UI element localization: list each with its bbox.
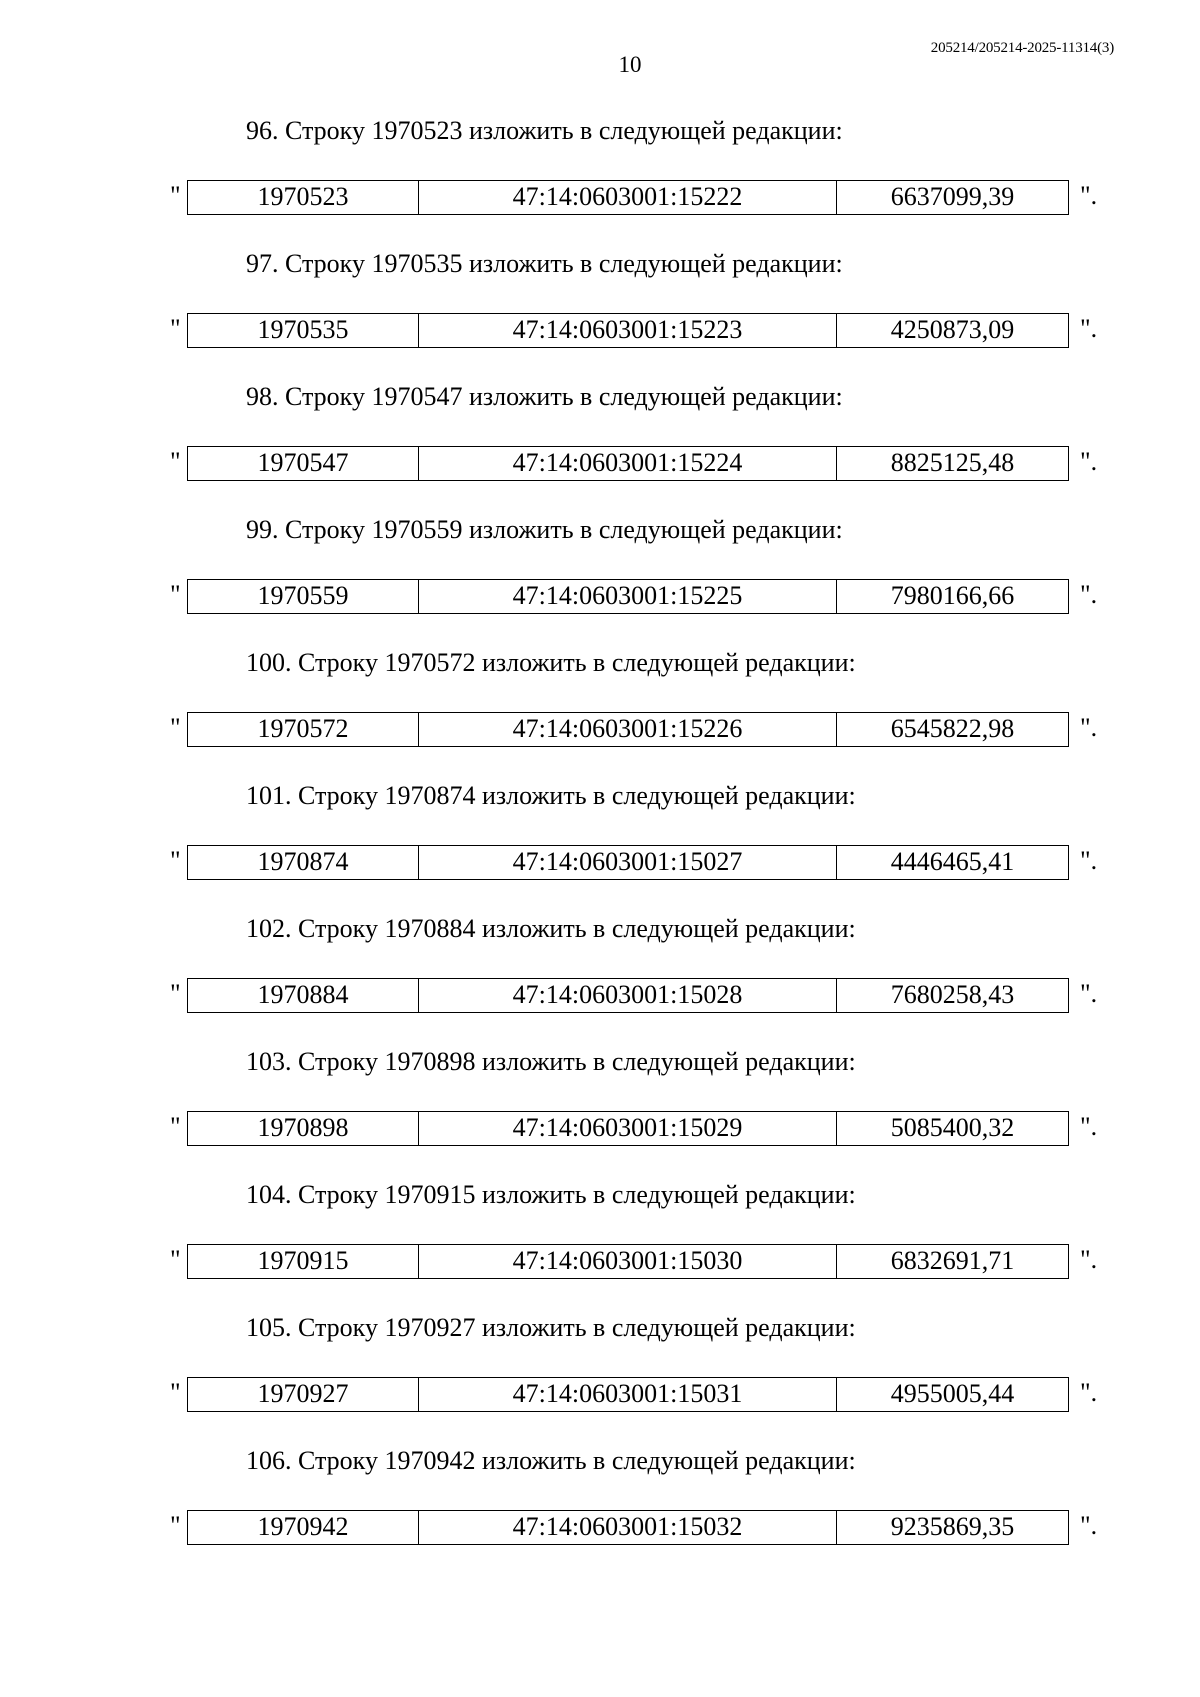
closing-quote: ". xyxy=(1080,846,1098,875)
value-cell: 9235869,35 xyxy=(890,1512,1015,1541)
cadastral-number-cell: 47:14:0603001:15224 xyxy=(419,447,837,480)
closing-quote: ". xyxy=(1080,1378,1098,1407)
page-number: 10 xyxy=(618,52,642,77)
row-number-cell: 1970942 xyxy=(188,1511,419,1544)
opening-quote: " xyxy=(170,314,181,343)
opening-quote: " xyxy=(170,580,181,609)
amendment-item xyxy=(0,513,1200,646)
opening-quote: " xyxy=(170,447,181,476)
value-cell: 6637099,39 xyxy=(890,182,1015,211)
closing-quote: ". xyxy=(1080,979,1098,1008)
amendment-item xyxy=(0,380,1200,513)
value-cell: 6545822,98 xyxy=(890,714,1015,743)
amendment-instruction: 103. Строку 1970898 изложить в следующей редакции: xyxy=(246,1047,856,1076)
row-table xyxy=(187,446,1069,481)
value-cell: 7980166,66 xyxy=(890,581,1015,610)
amended-row xyxy=(170,712,1100,747)
amended-row xyxy=(170,180,1100,215)
amended-row xyxy=(170,978,1100,1013)
row-number-cell: 1970547 xyxy=(188,447,419,480)
amendment-instruction: 97. Строку 1970535 изложить в следующей редакции: xyxy=(246,249,843,278)
row-table xyxy=(187,1244,1069,1279)
cadastral-number-cell: 47:14:0603001:15032 xyxy=(419,1511,837,1544)
value-cell: 7680258,43 xyxy=(890,980,1015,1009)
closing-quote: ". xyxy=(1080,1245,1098,1274)
closing-quote: ". xyxy=(1080,713,1098,742)
cadastral-number-cell: 47:14:0603001:15225 xyxy=(419,580,837,613)
row-number-cell: 1970572 xyxy=(188,713,419,746)
opening-quote: " xyxy=(170,1378,181,1407)
row-number-cell: 1970523 xyxy=(188,181,419,214)
row-table xyxy=(187,1111,1069,1146)
amendment-instruction: 99. Строку 1970559 изложить в следующей редакции: xyxy=(246,515,843,544)
row-table xyxy=(187,180,1069,215)
row-table xyxy=(187,1510,1069,1545)
cadastral-number-cell: 47:14:0603001:15028 xyxy=(419,979,837,1012)
amendment-instruction: 106. Строку 1970942 изложить в следующей редакции: xyxy=(246,1446,856,1475)
amended-row xyxy=(170,579,1100,614)
amended-row xyxy=(170,313,1100,348)
row-number-cell: 1970898 xyxy=(188,1112,419,1145)
row-number-cell: 1970884 xyxy=(188,979,419,1012)
value-cell: 4955005,44 xyxy=(890,1379,1015,1408)
amendment-item xyxy=(0,646,1200,779)
amendment-item xyxy=(0,1311,1200,1444)
amendment-instruction: 105. Строку 1970927 изложить в следующей редакции: xyxy=(246,1313,856,1342)
value-cell: 6832691,71 xyxy=(890,1246,1015,1275)
row-number-cell: 1970535 xyxy=(188,314,419,347)
cadastral-number-cell: 47:14:0603001:15226 xyxy=(419,713,837,746)
closing-quote: ". xyxy=(1080,181,1098,210)
opening-quote: " xyxy=(170,979,181,1008)
amendment-instruction: 96. Строку 1970523 изложить в следующей редакции: xyxy=(246,116,843,145)
row-number-cell: 1970874 xyxy=(188,846,419,879)
opening-quote: " xyxy=(170,1245,181,1274)
amendment-instruction: 104. Строку 1970915 изложить в следующей редакции: xyxy=(246,1180,856,1209)
amendment-instruction: 98. Строку 1970547 изложить в следующей редакции: xyxy=(246,382,843,411)
amendment-item xyxy=(0,1045,1200,1178)
amendment-item xyxy=(0,779,1200,912)
amended-row xyxy=(170,1111,1100,1146)
row-table xyxy=(187,845,1069,880)
amendment-item xyxy=(0,1444,1200,1577)
value-cell: 5085400,32 xyxy=(890,1113,1015,1142)
closing-quote: ". xyxy=(1080,314,1098,343)
cadastral-number-cell: 47:14:0603001:15027 xyxy=(419,846,837,879)
cadastral-number-cell: 47:14:0603001:15223 xyxy=(419,314,837,347)
row-table xyxy=(187,978,1069,1013)
amendment-item xyxy=(0,1178,1200,1311)
row-number-cell: 1970927 xyxy=(188,1378,419,1411)
row-table xyxy=(187,1377,1069,1412)
closing-quote: ". xyxy=(1080,580,1098,609)
opening-quote: " xyxy=(170,1112,181,1141)
value-cell: 4446465,41 xyxy=(890,847,1015,876)
amendment-item xyxy=(0,247,1200,380)
amended-row xyxy=(170,1244,1100,1279)
closing-quote: ". xyxy=(1080,1511,1098,1540)
opening-quote: " xyxy=(170,713,181,742)
cadastral-number-cell: 47:14:0603001:15029 xyxy=(419,1112,837,1145)
amended-row xyxy=(170,1510,1100,1545)
amendment-instruction: 101. Строку 1970874 изложить в следующей редакции: xyxy=(246,781,856,810)
cadastral-number-cell: 47:14:0603001:15030 xyxy=(419,1245,837,1278)
amended-row xyxy=(170,446,1100,481)
amendment-instruction: 100. Строку 1970572 изложить в следующей редакции: xyxy=(246,648,856,677)
amendment-item xyxy=(0,912,1200,1045)
cadastral-number-cell: 47:14:0603001:15222 xyxy=(419,181,837,214)
closing-quote: ". xyxy=(1080,447,1098,476)
opening-quote: " xyxy=(170,1511,181,1540)
row-table xyxy=(187,313,1069,348)
cadastral-number-cell: 47:14:0603001:15031 xyxy=(419,1378,837,1411)
document-id: 205214/205214-2025-11314(3) xyxy=(930,40,1114,56)
amendment-instruction: 102. Строку 1970884 изложить в следующей редакции: xyxy=(246,914,856,943)
value-cell: 8825125,48 xyxy=(890,448,1015,477)
opening-quote: " xyxy=(170,846,181,875)
row-number-cell: 1970559 xyxy=(188,580,419,613)
amendment-list xyxy=(0,114,1200,1577)
row-table xyxy=(187,712,1069,747)
row-number-cell: 1970915 xyxy=(188,1245,419,1278)
closing-quote: ". xyxy=(1080,1112,1098,1141)
amended-row xyxy=(170,1377,1100,1412)
value-cell: 4250873,09 xyxy=(890,315,1015,344)
row-table xyxy=(187,579,1069,614)
amended-row xyxy=(170,845,1100,880)
opening-quote: " xyxy=(170,181,181,210)
amendment-item xyxy=(0,114,1200,247)
